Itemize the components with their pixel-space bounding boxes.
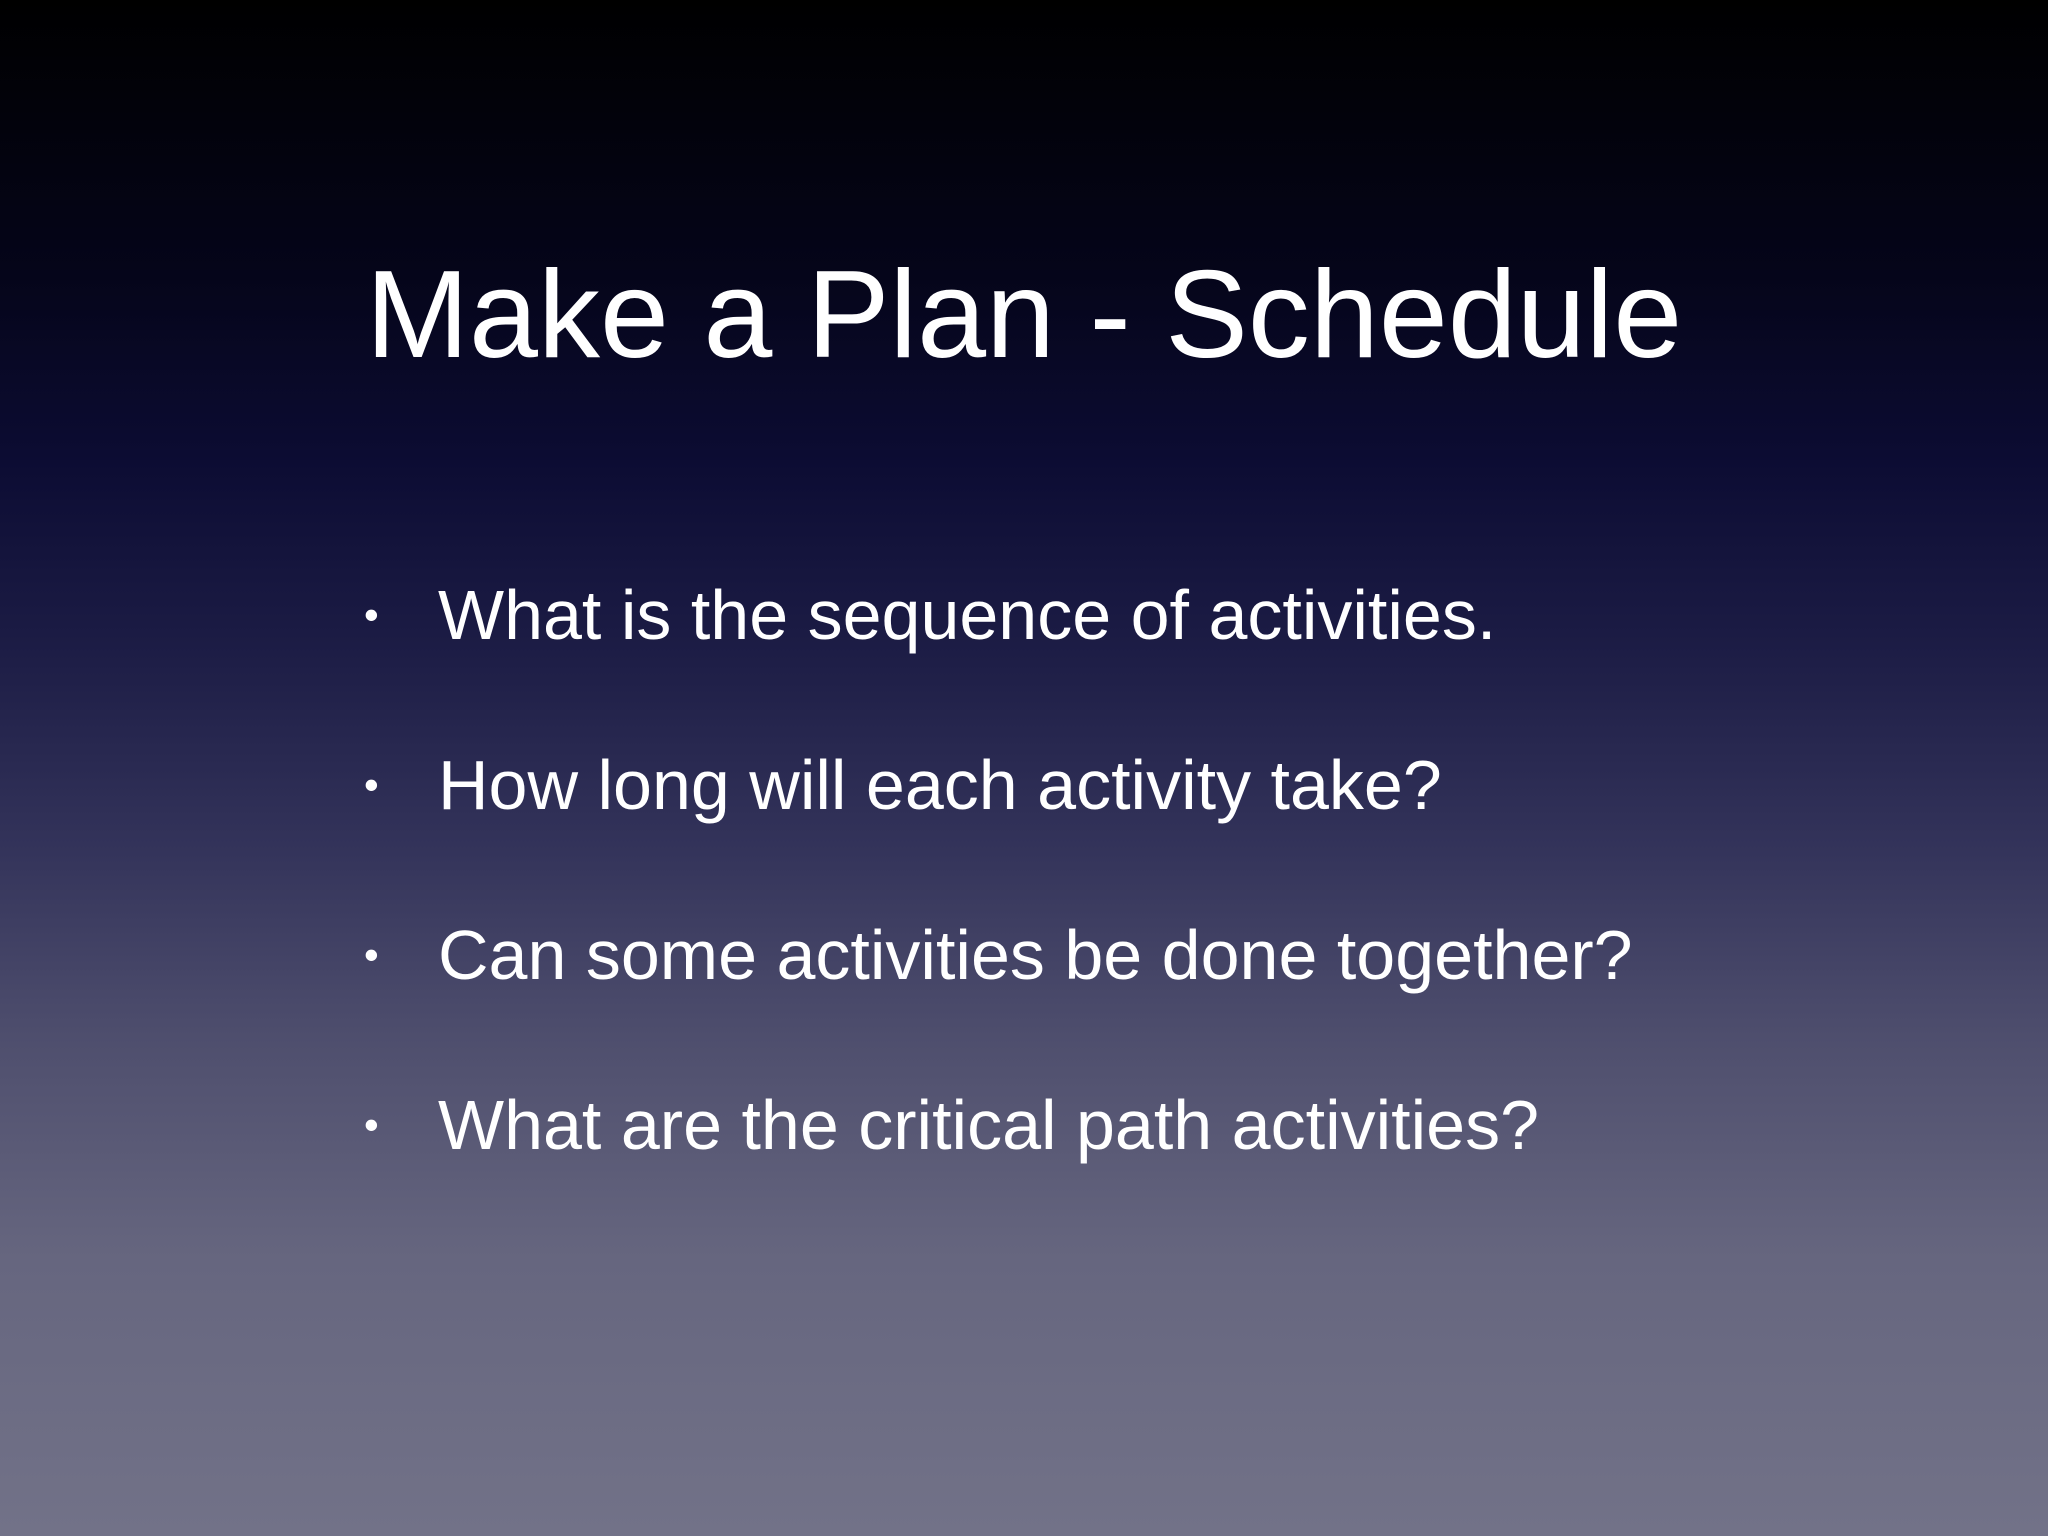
bullet-item-duration [360,740,2000,910]
bullet-item-sequence [360,570,2000,740]
bullet-icon: • [364,931,379,978]
bullet-item-critical-path [360,1080,2000,1250]
bullet-text: What is the sequence of activities. [438,576,1497,654]
bullet-text: Can some activities be done together? [438,916,1633,994]
bullet-list [360,570,2000,1250]
bullet-item-parallel [360,910,2000,1080]
bullet-icon: • [364,1101,379,1148]
bullet-icon: • [364,591,379,638]
bullet-text: What are the critical path activities? [438,1086,1540,1164]
bullet-text: How long will each activity take? [438,746,1442,824]
slide-title: Make a Plan - Schedule [365,246,1683,384]
bullet-icon: • [364,761,379,808]
